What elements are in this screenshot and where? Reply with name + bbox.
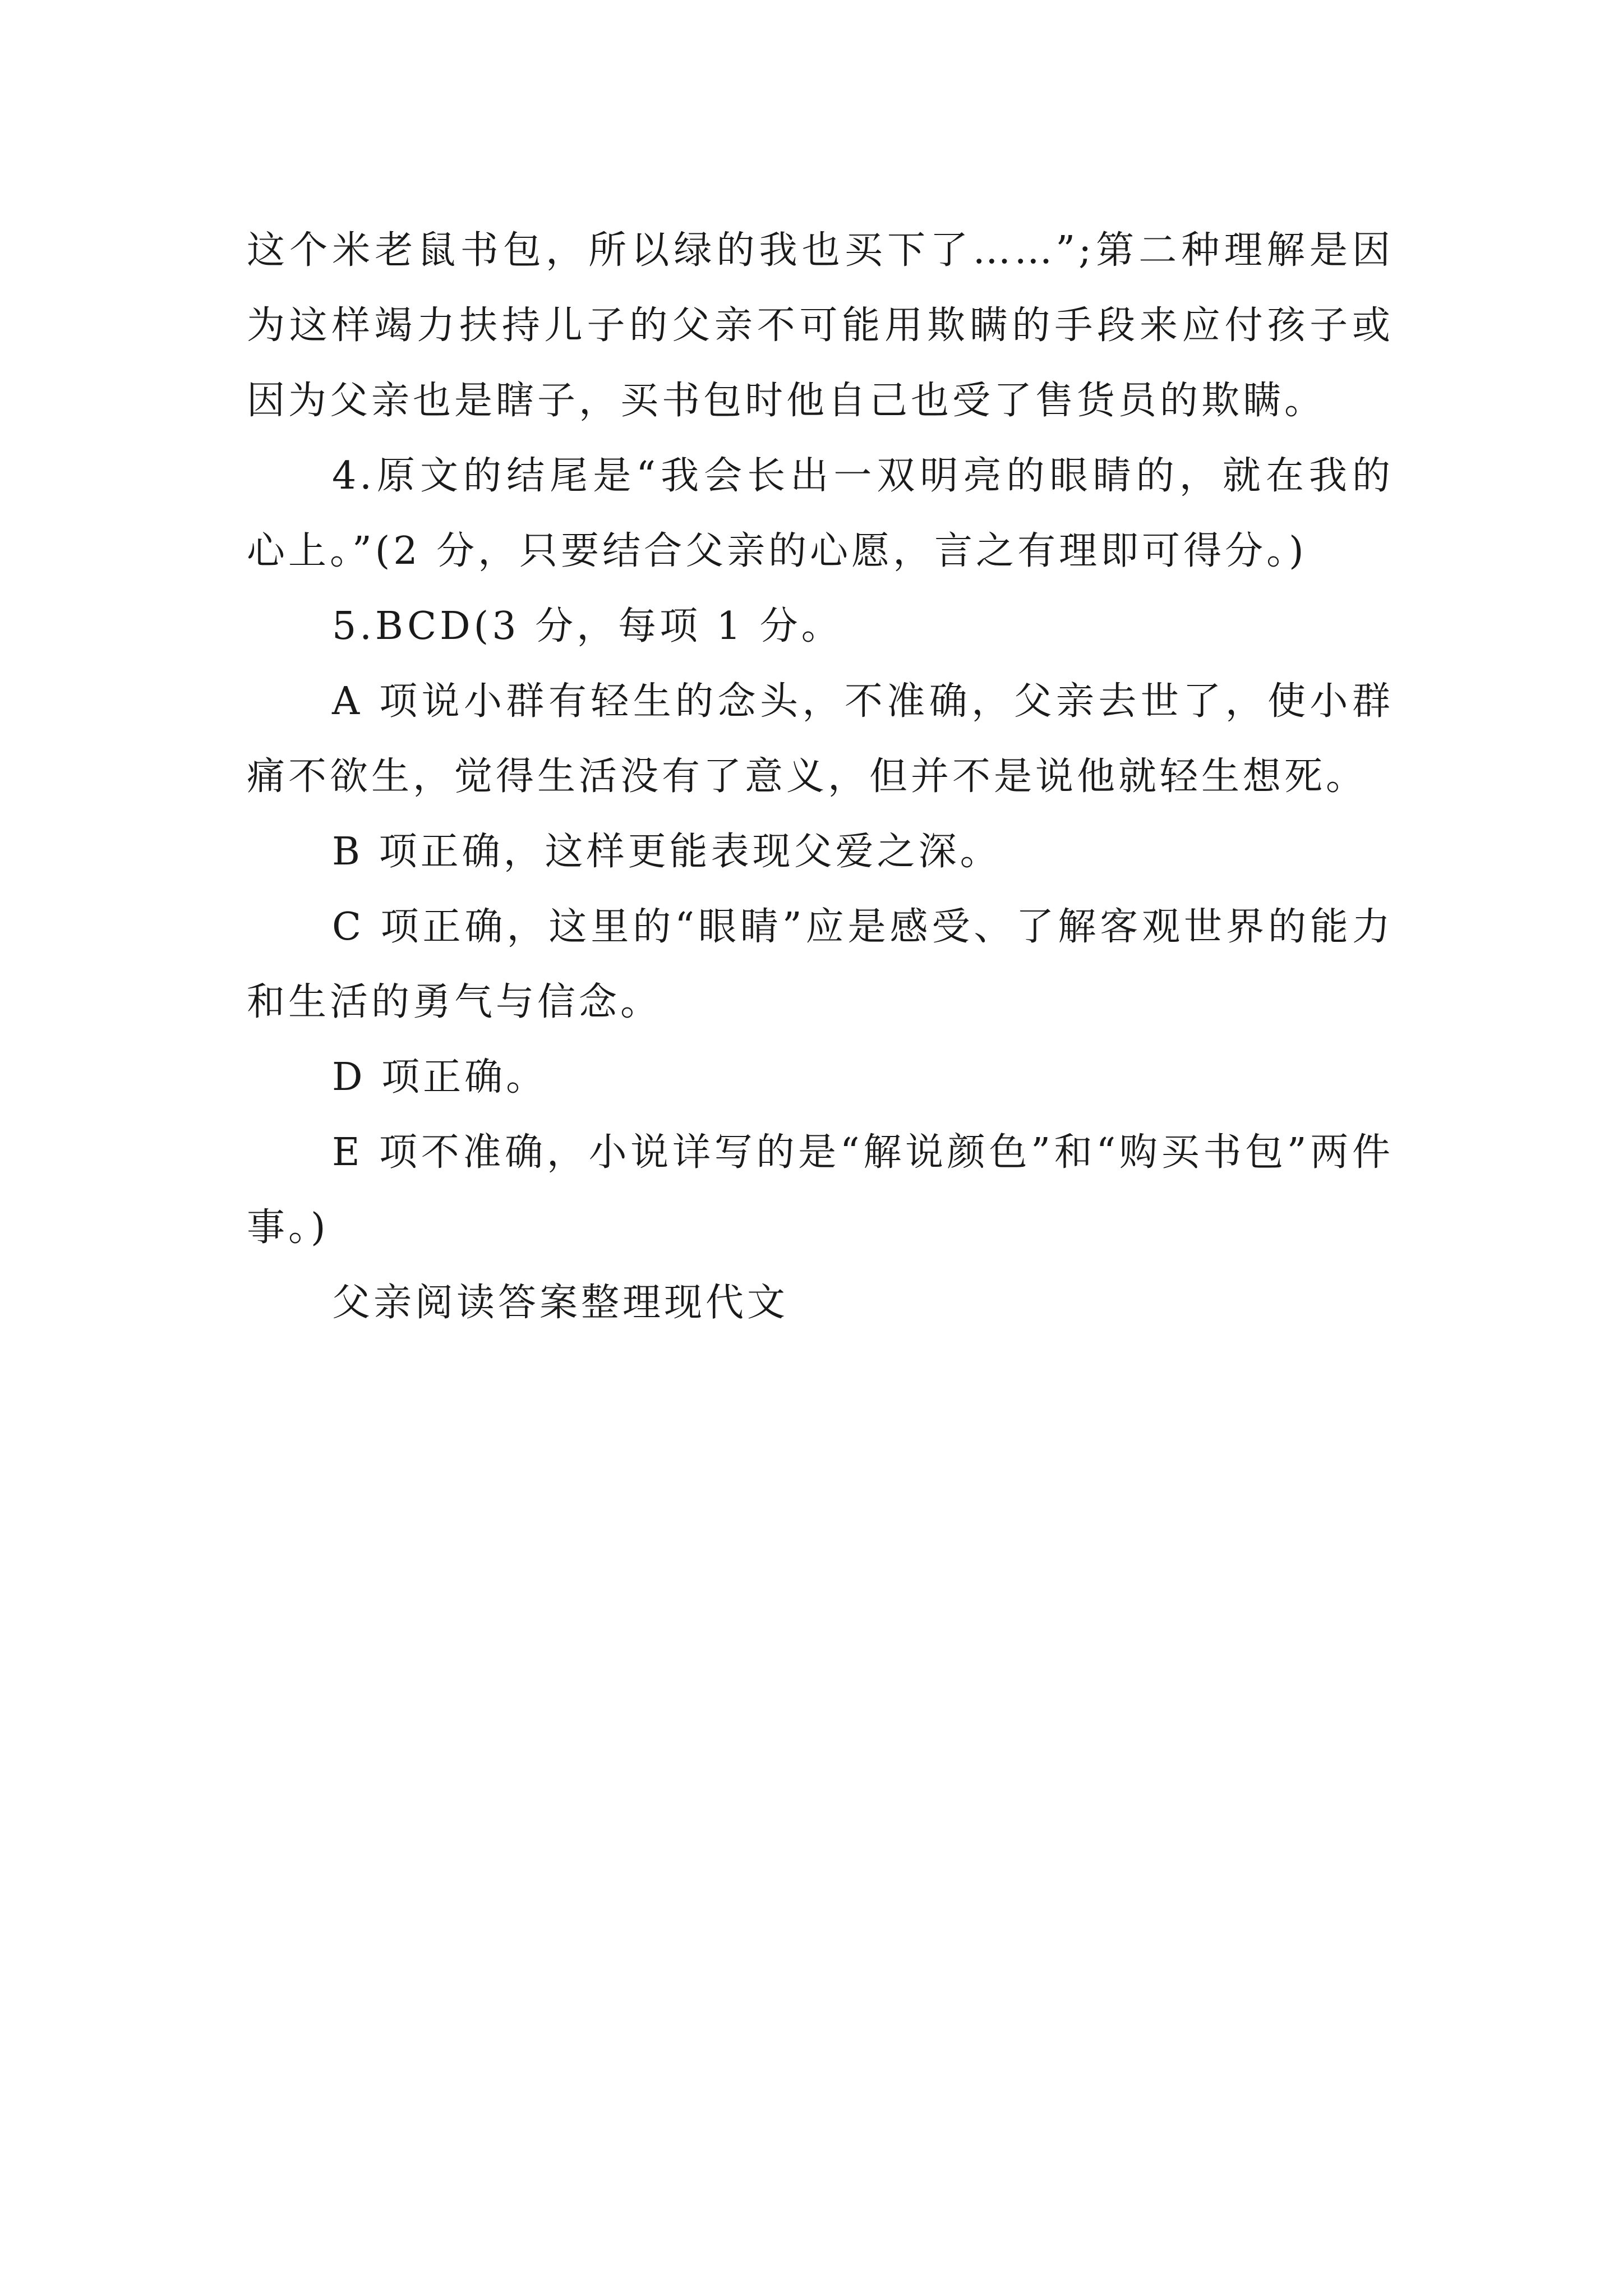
option-e-paragraph: E 项不准确，小说详写的是“解说颜色”和“购买书包”两件事。): [247, 1130, 1394, 1250]
option-b-paragraph: B 项正确，这样更能表现父爱之深。: [332, 830, 1002, 874]
document-footer-title: 父亲阅读答案整理现代文: [332, 1281, 789, 1325]
option-c-paragraph: C 项正确，这里的“眼睛”应是感受、了解客观世界的能力和生活的勇气与信念。: [247, 905, 1394, 1024]
answer-4-paragraph: 4.原文的结尾是“我会长出一双明亮的眼睛的，就在我的心上。”(2 分，只要结合父亲的心愿，言之有理即可得分。): [247, 454, 1394, 573]
answer-5-paragraph: 5.BCD(3 分，每项 1 分。: [332, 604, 843, 648]
document-body: [247, 213, 1394, 1341]
option-d-paragraph: D 项正确。: [332, 1055, 548, 1099]
option-a-paragraph: A 项说小群有轻生的念头，不准确，父亲去世了，使小群痛不欲生，觉得生活没有了意义，但并不是说他就轻生想死。: [247, 679, 1394, 799]
paragraph-continuation: 这个米老鼠书包，所以绿的我也买下了……”;第二种理解是因为这样竭力扶持儿子的父亲不可能用欺瞒的手段来应付孩子或因为父亲也是瞎子，买书包时他自己也受了售货员的欺瞒。: [247, 228, 1394, 423]
